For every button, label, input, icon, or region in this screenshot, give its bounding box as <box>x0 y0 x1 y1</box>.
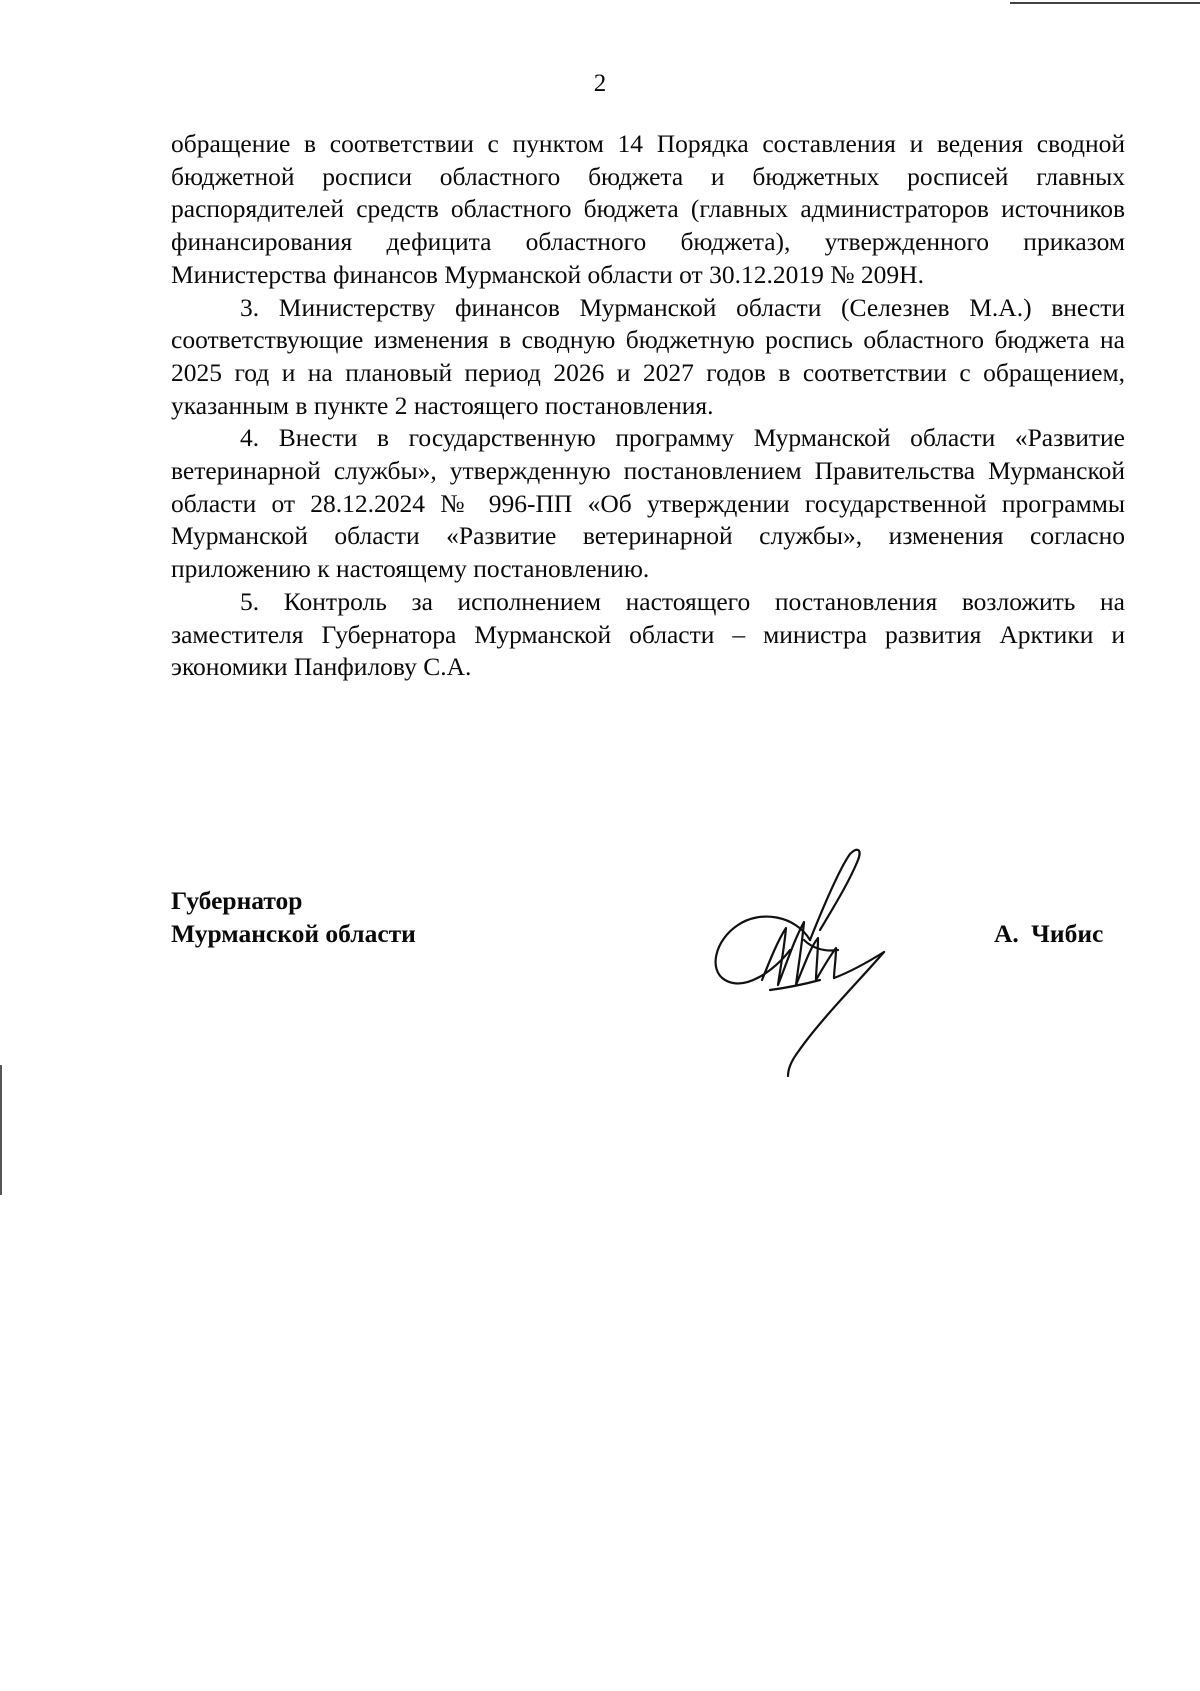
handwritten-signature <box>700 820 950 1080</box>
signatory-name: А. Чибис <box>994 919 1104 948</box>
document-body <box>171 128 1125 684</box>
paragraph-item-3: 3. Министерству финансов Мурманской области (Селезнев М.А.) внести соответствующие изменения в сводную бюджетную роспись областного бюджета на 2025 год и на плановый период 2026 и 2027 годов в соответствии с обращением, указанным в пункте 2 настоящего постановления. <box>171 292 1125 420</box>
paragraph-item-4: 4. Внести в государственную программу Мурманской области «Развитие ветеринарной службы», утвержденную постановлением Правительства Мурманской области от 28.12.2024 № 996-ПП «Об утверждении государственной программы Мурманской области «Развитие ветеринарной службы», изменения согласно приложению к настоящему постановлению. <box>171 423 1125 584</box>
page-number: 2 <box>593 70 607 97</box>
signatory-title-line1: Губернатор <box>171 886 303 915</box>
left-edge-mark <box>0 1065 2 1195</box>
top-edge-line <box>1010 2 1200 4</box>
signatory-title-line2: Мурманской области <box>171 919 416 948</box>
paragraph-continuation: обращение в соответствии с пунктом 14 Порядка составления и ведения сводной бюджетной росписи областного бюджета и бюджетных росписей главных распорядителей средств областного бюджета (главных администраторов источников финансирования дефицита областного бюджета), утвержденного приказом Министерства финансов Мурманской области от 30.12.2019 № 209Н. <box>171 129 1125 289</box>
paragraph-item-5: 5. Контроль за исполнением настоящего постановления возложить на заместителя Губернатора Мурманской области – министра развития Арктики и экономики Панфилову С.А. <box>171 586 1125 682</box>
signatory-title <box>171 884 416 950</box>
